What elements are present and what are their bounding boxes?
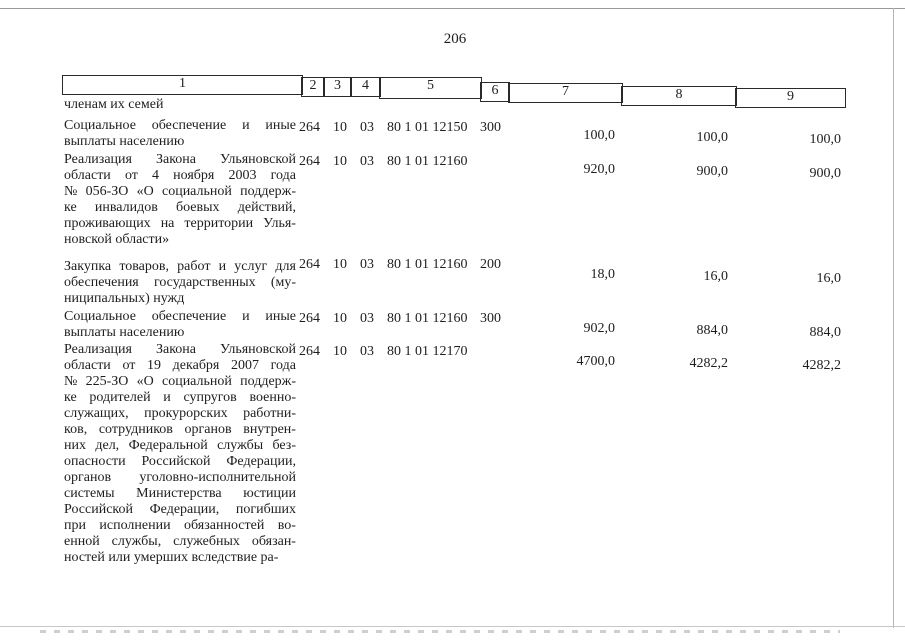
row-description <box>64 342 296 566</box>
cell-c8: 100,0 <box>696 130 728 145</box>
word: территории <box>184 216 254 231</box>
cell-c9: 884,0 <box>809 325 841 340</box>
word: служебных <box>173 534 240 549</box>
word: иные <box>265 309 296 324</box>
word: и <box>163 390 171 405</box>
word: внутрен- <box>243 422 296 437</box>
word: № <box>64 184 78 199</box>
page-border-bottom <box>0 626 905 627</box>
cell-c9: 100,0 <box>809 132 841 147</box>
cell-c5: 80 1 01 12160 <box>387 154 468 169</box>
word: сотрудников <box>98 422 173 437</box>
header-cell-5: 5 <box>379 77 482 99</box>
header-cell-6: 6 <box>480 82 510 102</box>
cell-c2: 264 <box>299 154 320 169</box>
cell-c4: 03 <box>360 311 374 326</box>
row-description <box>64 118 296 150</box>
cell-c4: 03 <box>360 154 374 169</box>
word: от <box>122 358 136 373</box>
word: социальной <box>161 374 232 389</box>
cell-c3: 10 <box>333 311 347 326</box>
word: и <box>242 309 250 324</box>
word: иные <box>265 118 296 133</box>
word: обязан- <box>251 534 296 549</box>
word: енной <box>64 534 100 549</box>
word: обеспечение <box>151 118 227 133</box>
cell-c2: 264 <box>299 120 320 135</box>
word: действий, <box>237 200 296 215</box>
word: 4 <box>152 168 159 183</box>
description-line: выплаты населению <box>64 134 185 149</box>
header-cell-2: 2 <box>301 77 325 97</box>
cell-c7: 100,0 <box>583 128 615 143</box>
description-line <box>64 342 296 358</box>
word: и <box>218 259 227 274</box>
word: 056-ЗО <box>85 184 129 199</box>
word: ков, <box>64 422 88 437</box>
cell-c2: 264 <box>299 257 320 272</box>
description-line <box>64 502 296 518</box>
word: № <box>64 374 78 389</box>
word: Федерации, <box>149 502 220 517</box>
word: Министерства <box>136 486 222 501</box>
word: служащих, <box>64 406 129 421</box>
description-line: новской области» <box>64 232 170 247</box>
cell-c9: 900,0 <box>809 166 841 181</box>
description-line <box>64 438 296 454</box>
word: них <box>64 438 86 453</box>
word: системы <box>64 486 115 501</box>
word: 225-ЗО <box>85 374 129 389</box>
word: Реализация <box>64 152 132 167</box>
word: Социальное <box>64 118 136 133</box>
description-line: членам их семей <box>64 97 164 112</box>
cell-c6: 300 <box>480 311 501 326</box>
description-line <box>64 486 296 502</box>
word: родителей <box>89 390 151 405</box>
word: 19 <box>147 358 162 373</box>
word: ке <box>64 200 77 215</box>
cell-c6: 300 <box>480 120 501 135</box>
cell-c6: 200 <box>480 257 501 272</box>
word: исполнении <box>99 518 171 533</box>
word: социальной <box>161 184 232 199</box>
header-cell-7: 7 <box>508 83 623 103</box>
description-line <box>64 406 296 422</box>
word: Закона <box>155 152 197 167</box>
cell-c5: 80 1 01 12160 <box>387 311 468 326</box>
header-cell-3: 3 <box>323 77 352 97</box>
description-line <box>64 422 296 438</box>
word: 2007 <box>231 358 260 373</box>
word: погибших <box>235 502 296 517</box>
word: уголовно-исполнительной <box>139 470 296 485</box>
word: службы <box>217 438 264 453</box>
description-line <box>64 358 296 374</box>
word: органов <box>64 470 112 485</box>
word: на <box>160 216 175 231</box>
cell-c5: 80 1 01 12160 <box>387 257 468 272</box>
cell-c3: 10 <box>333 120 347 135</box>
word: года <box>270 168 296 183</box>
word: Ульяновской <box>220 342 296 357</box>
word: области <box>64 358 111 373</box>
word: супругов <box>183 390 237 405</box>
word: обеспечения <box>64 275 139 290</box>
word: 2003 <box>228 168 257 183</box>
header-cell-4: 4 <box>350 77 381 97</box>
word: от <box>124 168 138 183</box>
cell-c2: 264 <box>299 344 320 359</box>
word: «О <box>136 374 154 389</box>
word: Социальное <box>64 309 136 324</box>
header-cell-1: 1 <box>62 75 303 95</box>
row-description <box>64 97 296 113</box>
word: прокурорских <box>144 406 228 421</box>
word: государственных <box>153 275 256 290</box>
word: инвалидов <box>94 200 158 215</box>
word: боевых <box>176 200 220 215</box>
cell-c3: 10 <box>333 257 347 272</box>
description-line <box>64 275 296 291</box>
cell-c4: 03 <box>360 120 374 135</box>
word: военно- <box>249 390 296 405</box>
row-description <box>64 309 296 341</box>
word: опасности <box>64 454 126 469</box>
word: области <box>64 168 111 183</box>
word: и <box>242 118 250 133</box>
description-line: ниципальных) нужд <box>64 291 185 306</box>
row-description <box>64 152 296 248</box>
word: Реализация <box>64 342 132 357</box>
word: для <box>275 259 296 274</box>
word: года <box>270 358 296 373</box>
cell-c7: 920,0 <box>583 162 615 177</box>
word: во- <box>277 518 296 533</box>
word: органов <box>184 422 232 437</box>
description-line <box>64 200 296 216</box>
word: Закона <box>155 342 197 357</box>
row-description <box>64 259 296 307</box>
cell-c8: 16,0 <box>703 269 728 284</box>
description-line <box>64 518 296 534</box>
word: работ <box>177 259 211 274</box>
scan-artifact <box>40 630 840 633</box>
word: обязанностей <box>184 518 265 533</box>
word: товаров, <box>119 259 169 274</box>
cell-c5: 80 1 01 12170 <box>387 344 468 359</box>
cell-c3: 10 <box>333 344 347 359</box>
cell-c9: 16,0 <box>816 271 841 286</box>
word: услуг <box>234 259 268 274</box>
cell-c8: 4282,2 <box>689 356 728 371</box>
word: Закупка <box>64 259 112 274</box>
description-line <box>64 309 296 325</box>
word: (му- <box>270 275 296 290</box>
cell-c3: 10 <box>333 154 347 169</box>
cell-c2: 264 <box>299 311 320 326</box>
cell-c7: 902,0 <box>583 321 615 336</box>
description-line <box>64 454 296 470</box>
word: Ульяновской <box>220 152 296 167</box>
description-line <box>64 216 296 232</box>
word: службы, <box>111 534 162 549</box>
word: проживающих <box>64 216 151 231</box>
word: дел, <box>95 438 120 453</box>
word: декабря <box>172 358 220 373</box>
word: Федерации, <box>226 454 296 469</box>
header-cell-8: 8 <box>621 86 737 106</box>
cell-c4: 03 <box>360 257 374 272</box>
word: Российской <box>141 454 211 469</box>
word: обеспечение <box>151 309 227 324</box>
cell-c4: 03 <box>360 344 374 359</box>
page-number: 206 <box>443 31 467 47</box>
word: Федеральной <box>128 438 208 453</box>
cell-c7: 18,0 <box>590 267 615 282</box>
cell-c5: 80 1 01 12150 <box>387 120 468 135</box>
description-line <box>64 184 296 200</box>
description-line <box>64 390 296 406</box>
page-border-right <box>893 8 894 628</box>
word: Российской <box>64 502 133 517</box>
description-line <box>64 534 296 550</box>
description-line <box>64 168 296 184</box>
header-cell-9: 9 <box>735 88 846 108</box>
word: Улья- <box>263 216 296 231</box>
description-line: ностей или умерших вследствие ра- <box>64 550 279 565</box>
word: ке <box>64 390 77 405</box>
word: без- <box>272 438 296 453</box>
description-line <box>64 152 296 168</box>
description-line <box>64 118 296 134</box>
description-line <box>64 259 296 275</box>
cell-c8: 900,0 <box>696 164 728 179</box>
description-line <box>64 374 296 390</box>
cell-c9: 4282,2 <box>802 358 841 373</box>
description-line: выплаты населению <box>64 325 185 340</box>
word: поддерж- <box>240 184 296 199</box>
page-border-top <box>0 8 905 9</box>
word: ноября <box>173 168 215 183</box>
cell-c7: 4700,0 <box>576 354 615 369</box>
word: юстиции <box>243 486 296 501</box>
cell-c8: 884,0 <box>696 323 728 338</box>
description-line <box>64 470 296 486</box>
word: поддерж- <box>240 374 296 389</box>
word: при <box>64 518 86 533</box>
word: «О <box>136 184 154 199</box>
word: работни- <box>243 406 296 421</box>
